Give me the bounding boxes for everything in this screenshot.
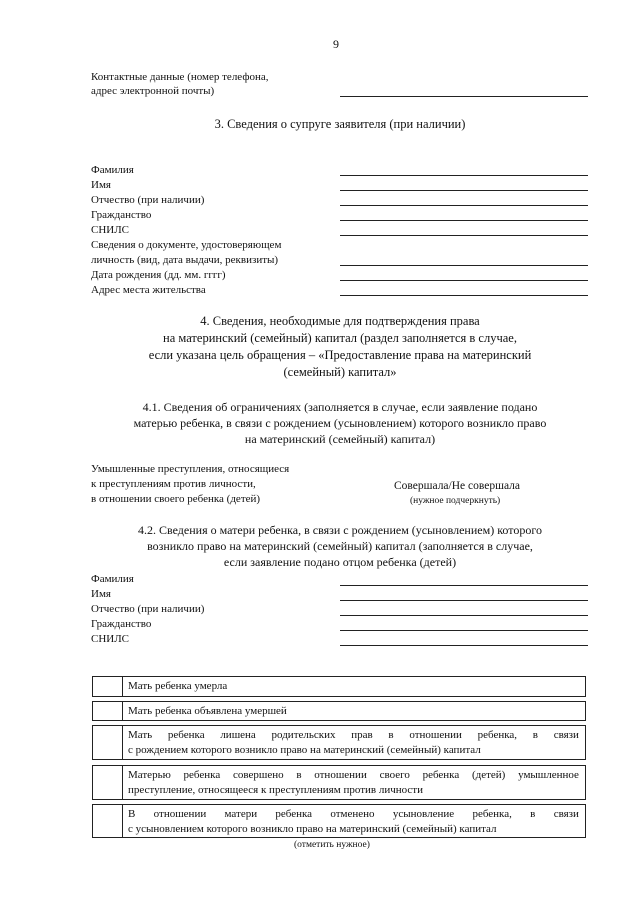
crime-label-line2: к преступлениям против личности, <box>91 478 256 490</box>
mother-surname-label: Фамилия <box>91 573 134 585</box>
option-parental-rights-revoked[interactable] <box>92 725 586 760</box>
option-word: отношении <box>314 769 367 781</box>
spouse-birthdate-field[interactable] <box>340 280 588 281</box>
option-adoption-cancelled[interactable] <box>92 804 586 838</box>
option-word: ребенка <box>183 769 221 781</box>
option-word: в <box>532 729 538 741</box>
option-parental-rights-revoked-label-line2: с рождением которого возникло право на материнский (семейный) капитал <box>128 744 481 756</box>
option-word: в <box>530 808 536 820</box>
section4-title-line2: на материнский (семейный) капитал (раздел заполняется в случае, <box>163 331 517 345</box>
crime-choice[interactable]: Совершала/Не совершала <box>394 480 520 492</box>
option-mother-died[interactable] <box>92 676 586 697</box>
option-mother-died-label: Мать ребенка умерла <box>128 680 228 692</box>
options-note: (отметить нужное) <box>294 840 370 850</box>
option-mother-died-checkbox[interactable] <box>93 677 123 696</box>
option-word: ребенка, <box>472 808 512 820</box>
option-parental-rights-revoked-checkbox[interactable] <box>93 726 123 759</box>
contact-label-line1: Контактные данные (номер телефона, <box>91 71 269 83</box>
mother-surname-field[interactable] <box>340 585 588 586</box>
contact-field-line[interactable] <box>340 96 588 97</box>
mother-name-field[interactable] <box>340 600 588 601</box>
option-adoption-cancelled-label-line1 <box>128 807 579 822</box>
section42-title-line2: возникло право на материнский (семейный) капитал (заполняется в случае, <box>147 539 533 553</box>
option-word: лишена <box>220 729 256 741</box>
section3-title: 3. Сведения о супруге заявителя (при наличии) <box>214 117 466 131</box>
option-word: (детей) <box>471 769 506 781</box>
mother-patronymic-field[interactable] <box>340 615 588 616</box>
option-adoption-cancelled-checkbox[interactable] <box>93 805 123 837</box>
option-crime-committed[interactable] <box>92 765 586 800</box>
option-word: усыновление <box>392 808 455 820</box>
spouse-surname-label: Фамилия <box>91 164 134 176</box>
option-word: родительских <box>271 729 336 741</box>
spouse-citizenship-field[interactable] <box>340 220 588 221</box>
option-word: прав <box>351 729 373 741</box>
option-mother-declared-dead[interactable] <box>92 701 586 721</box>
option-word: отношении <box>409 729 462 741</box>
spouse-address-field[interactable] <box>340 295 588 296</box>
option-word: В <box>128 808 136 820</box>
mother-patronymic-label: Отчество (при наличии) <box>91 603 205 615</box>
option-word: Мать <box>128 729 153 741</box>
option-crime-committed-label-line2: преступление, относящееся к преступлениям против личности <box>128 784 423 796</box>
spouse-snils-field[interactable] <box>340 235 588 236</box>
section41-title-line1: 4.1. Сведения об ограничениях (заполняется в случае, если заявление подано <box>142 400 538 414</box>
crime-choice-note: (нужное подчеркнуть) <box>410 496 501 506</box>
spouse-name-field[interactable] <box>340 190 588 191</box>
option-word: в <box>296 769 302 781</box>
option-crime-committed-label-line1 <box>128 768 579 783</box>
section41-title-line3: на материнский (семейный) капитал) <box>244 432 436 446</box>
option-mother-declared-dead-label: Мать ребенка объявлена умершей <box>128 705 287 717</box>
option-word: своего <box>379 769 410 781</box>
spouse-snils-label: СНИЛС <box>91 224 130 236</box>
spouse-patronymic-label: Отчество (при наличии) <box>91 194 205 206</box>
section42-title-line3: если заявление подано отцом ребенка (детей) <box>223 555 457 569</box>
crime-label-line3: в отношении своего ребенка (детей) <box>91 493 261 505</box>
spouse-address-label: Адрес места жительства <box>91 284 206 296</box>
option-word: связи <box>553 808 579 820</box>
option-word: ребенка <box>167 729 205 741</box>
option-word: ребенка <box>422 769 460 781</box>
option-parental-rights-revoked-label-line1 <box>128 728 579 743</box>
page-number: 9 <box>333 37 339 51</box>
option-word: матери <box>224 808 258 820</box>
option-word: отменено <box>330 808 375 820</box>
option-word: связи <box>553 729 579 741</box>
section42-title-line1: 4.2. Сведения о матери ребенка, в связи с рождением (усыновлением) которого <box>138 523 542 537</box>
option-word: в <box>388 729 394 741</box>
option-word: умышленное <box>518 769 579 781</box>
section41-title-line2: матерью ребенка, в связи с рождением (усыновлением) которого возникло право <box>133 416 547 430</box>
spouse-surname-field[interactable] <box>340 175 588 176</box>
spouse-id-doc-field[interactable] <box>340 265 588 266</box>
option-word: отношении <box>153 808 207 820</box>
mother-citizenship-label: Гражданство <box>91 618 152 630</box>
mother-snils-label: СНИЛС <box>91 633 130 645</box>
option-adoption-cancelled-label-line2: с усыновлением которого возникло право на материнский (семейный) капитал <box>128 823 497 835</box>
contact-label-line2: адрес электронной почты) <box>91 85 215 97</box>
mother-citizenship-field[interactable] <box>340 630 588 631</box>
section4-title-line4: (семейный) капитал» <box>283 365 397 379</box>
option-word: совершено <box>232 769 284 781</box>
option-word: ребенка <box>275 808 313 820</box>
option-mother-declared-dead-checkbox[interactable] <box>93 702 123 720</box>
crime-label-line1: Умышленные преступления, относящиеся <box>91 463 290 475</box>
spouse-patronymic-field[interactable] <box>340 205 588 206</box>
spouse-id-doc-label-line1: Сведения о документе, удостоверяющем <box>91 239 282 251</box>
mother-snils-field[interactable] <box>340 645 588 646</box>
option-word: Матерью <box>128 769 171 781</box>
spouse-birthdate-label: Дата рождения (дд. мм. гггг) <box>91 269 226 281</box>
mother-name-label: Имя <box>91 588 111 600</box>
option-word: ребенка, <box>477 729 518 741</box>
option-crime-committed-checkbox[interactable] <box>93 766 123 799</box>
section4-title-line1: 4. Сведения, необходимые для подтверждения права <box>200 314 480 328</box>
spouse-name-label: Имя <box>91 179 111 191</box>
section4-title-line3: если указана цель обращения – «Предоставление права на материнский <box>148 348 532 362</box>
spouse-id-doc-label-line2: личность (вид, дата выдачи, реквизиты) <box>91 254 279 266</box>
spouse-citizenship-label: Гражданство <box>91 209 152 221</box>
